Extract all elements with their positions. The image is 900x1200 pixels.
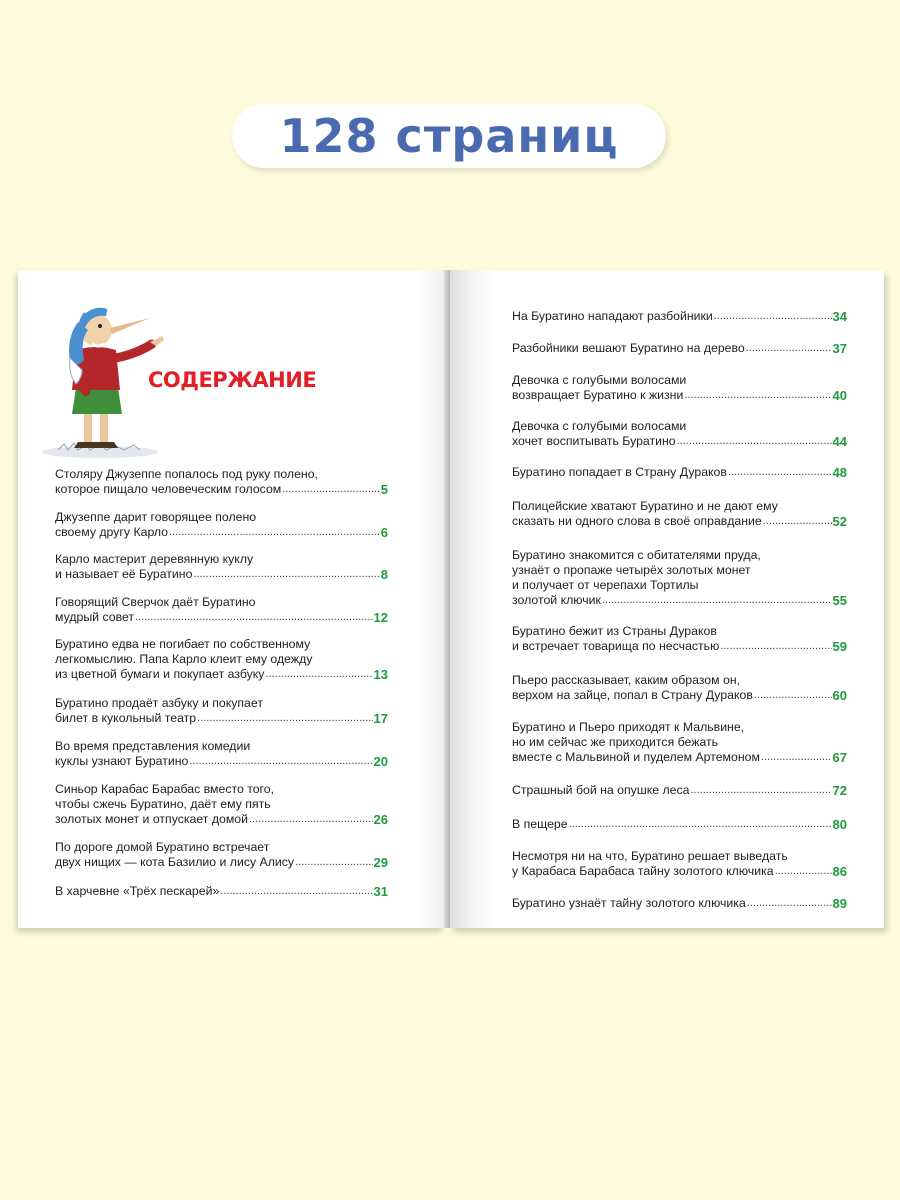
toc-entry-last-line bbox=[55, 711, 388, 726]
toc-page-number: 26 bbox=[373, 812, 388, 827]
toc-dot-leader bbox=[169, 525, 380, 540]
toc-dot-leader bbox=[569, 817, 832, 832]
toc-entry bbox=[512, 341, 847, 356]
toc-entry-line: Несмотря ни на что, Буратино решает выведать bbox=[512, 849, 788, 863]
toc-entry-text: Буратино попадает в Страну Дураков bbox=[512, 465, 727, 479]
toc-entry-text: из цветной бумаги и покупает азбуку bbox=[55, 667, 265, 681]
toc-page-number: 37 bbox=[832, 341, 847, 356]
toc-entry bbox=[55, 840, 388, 870]
toc-entry bbox=[512, 673, 847, 703]
toc-entry bbox=[512, 849, 847, 879]
toc-entry-last-line bbox=[512, 309, 847, 324]
toc-dot-leader bbox=[690, 783, 831, 798]
toc-dot-leader bbox=[295, 855, 372, 870]
toc-entry-last-line bbox=[55, 812, 388, 827]
toc-entry-line: Буратино едва не погибает по собственному bbox=[55, 637, 311, 651]
toc-page-number: 6 bbox=[380, 525, 388, 540]
toc-entry bbox=[512, 624, 847, 654]
toc-entry-line: Пьеро рассказывает, каким образом он, bbox=[512, 673, 741, 687]
toc-entry-last-line bbox=[55, 855, 388, 870]
toc-dot-leader bbox=[754, 688, 832, 703]
toc-entry-line: узнаёт о пропаже четырёх золотых монет bbox=[512, 563, 751, 577]
toc-page-number: 48 bbox=[832, 465, 847, 480]
toc-entry-text: и называет её Буратино bbox=[55, 567, 193, 581]
toc-entry-text: Страшный бой на опушке леса bbox=[512, 783, 690, 797]
toc-dot-leader bbox=[193, 567, 379, 582]
toc-page-number: 55 bbox=[832, 593, 847, 608]
toc-dot-leader bbox=[747, 896, 832, 911]
toc-entry-text: и встречает товарища по несчастью bbox=[512, 639, 720, 653]
toc-entry-line: Столяру Джузеппе попалось под руку полено, bbox=[55, 467, 318, 481]
toc-page-number: 20 bbox=[373, 754, 388, 769]
toc-entry-text: сказать ни одного слова в своё оправдание bbox=[512, 514, 762, 528]
toc-entry-line: чтобы сжечь Буратино, даёт ему пять bbox=[55, 797, 271, 811]
toc-page-number: 44 bbox=[832, 434, 847, 449]
toc-entry-text: В харчевне «Трёх пескарей» bbox=[55, 884, 220, 898]
toc-page-number: 5 bbox=[380, 482, 388, 497]
pages-count-badge bbox=[232, 104, 666, 168]
toc-entry-line: Во время представления комедии bbox=[55, 739, 251, 753]
toc-dot-leader bbox=[775, 864, 832, 879]
toc-entry-last-line bbox=[512, 514, 847, 529]
toc-entry-last-line bbox=[55, 482, 388, 497]
toc-entry-last-line bbox=[55, 884, 388, 899]
toc-dot-leader bbox=[265, 667, 372, 682]
toc-entry bbox=[512, 499, 847, 529]
toc-page-number: 17 bbox=[373, 711, 388, 726]
toc-entry-last-line bbox=[512, 817, 847, 832]
toc-entry-text: На Буратино нападают разбойники bbox=[512, 309, 713, 323]
toc-entry-last-line bbox=[512, 593, 847, 608]
toc-entry bbox=[55, 510, 388, 540]
toc-entry-text: золотой ключик bbox=[512, 593, 601, 607]
toc-entry-text: вместе с Мальвиной и пуделем Артемоном bbox=[512, 750, 760, 764]
pages-count-label: 128 страниц bbox=[279, 109, 619, 163]
toc-entry-last-line bbox=[512, 434, 847, 449]
toc-page-number: 59 bbox=[832, 639, 847, 654]
toc-list-left bbox=[55, 467, 388, 899]
toc-entry bbox=[55, 782, 388, 827]
toc-entry bbox=[512, 720, 847, 765]
toc-entry-line: Полицейские хватают Буратино и не дают ему bbox=[512, 499, 778, 513]
toc-page-number: 67 bbox=[832, 750, 847, 765]
toc-page-number: 72 bbox=[832, 783, 847, 798]
toc-dot-leader bbox=[135, 610, 372, 625]
toc-entry-last-line bbox=[512, 688, 847, 703]
toc-entry-line: Буратино и Пьеро приходят к Мальвине, bbox=[512, 720, 745, 734]
toc-entry bbox=[512, 548, 847, 608]
toc-entry bbox=[512, 419, 847, 449]
toc-entry-text: у Карабаса Барабаса тайну золотого ключика bbox=[512, 864, 774, 878]
toc-entry-last-line bbox=[512, 864, 847, 879]
toc-entry bbox=[512, 465, 847, 480]
toc-entry-text: В пещере bbox=[512, 817, 568, 831]
toc-page-number: 8 bbox=[380, 567, 388, 582]
toc-dot-leader bbox=[602, 593, 832, 608]
toc-entry-last-line bbox=[55, 610, 388, 625]
toc-entry-text: своему другу Карло bbox=[55, 525, 169, 539]
toc-entry-line: Девочка с голубыми волосами bbox=[512, 373, 687, 387]
toc-entry-last-line bbox=[512, 388, 847, 403]
toc-entry-last-line bbox=[55, 667, 388, 682]
toc-dot-leader bbox=[728, 465, 832, 480]
toc-dot-leader bbox=[677, 434, 832, 449]
toc-entry bbox=[55, 884, 388, 899]
toc-entry bbox=[512, 373, 847, 403]
toc-entry-last-line bbox=[512, 783, 847, 798]
toc-entry-line: Карло мастерит деревянную куклу bbox=[55, 552, 254, 566]
toc-page-number: 40 bbox=[832, 388, 847, 403]
toc-page-number: 13 bbox=[373, 667, 388, 682]
toc-entry-text: мудрый совет bbox=[55, 610, 135, 624]
toc-entry-line: Буратино продаёт азбуку и покупает bbox=[55, 696, 263, 710]
toc-dot-leader bbox=[720, 639, 831, 654]
toc-entry-line: Джузеппе дарит говорящее полено bbox=[55, 510, 257, 524]
toc-entry-line: Девочка с голубыми волосами bbox=[512, 419, 687, 433]
toc-entry bbox=[512, 783, 847, 798]
toc-page-number: 12 bbox=[373, 610, 388, 625]
toc-page-number: 80 bbox=[832, 817, 847, 832]
toc-dot-leader bbox=[746, 341, 832, 356]
toc-entry bbox=[512, 817, 847, 832]
toc-dot-leader bbox=[197, 711, 372, 726]
toc-dot-leader bbox=[220, 884, 372, 899]
toc-page-number: 31 bbox=[373, 884, 388, 899]
toc-dot-leader bbox=[189, 754, 372, 769]
toc-entry-text: возвращает Буратино к жизни bbox=[512, 388, 684, 402]
toc-entry-text: куклы узнают Буратино bbox=[55, 754, 189, 768]
toc-entry-last-line bbox=[55, 754, 388, 769]
toc-entry bbox=[55, 552, 388, 582]
toc-dot-leader bbox=[282, 482, 380, 497]
toc-dot-leader bbox=[761, 750, 832, 765]
toc-list-right bbox=[512, 309, 847, 911]
toc-page-number: 52 bbox=[832, 514, 847, 529]
toc-entry-text: Буратино узнаёт тайну золотого ключика bbox=[512, 896, 746, 910]
toc-entry bbox=[512, 309, 847, 324]
toc-entry-text: верхом на зайце, попал в Страну Дураков bbox=[512, 688, 753, 702]
toc-entry bbox=[55, 595, 388, 625]
toc-entry bbox=[55, 467, 388, 497]
toc-page-number: 86 bbox=[832, 864, 847, 879]
toc-entry-text: хочет воспитывать Буратино bbox=[512, 434, 676, 448]
toc-page-number: 34 bbox=[832, 309, 847, 324]
toc-entry-last-line bbox=[55, 525, 388, 540]
toc-page-number: 60 bbox=[832, 688, 847, 703]
toc-entry bbox=[55, 696, 388, 726]
toc-entry-text: двух нищих — кота Базилио и лису Алису bbox=[55, 855, 295, 869]
toc-entry-last-line bbox=[512, 896, 847, 911]
toc-entry-line: и получает от черепахи Тортилы bbox=[512, 578, 699, 592]
toc-entry bbox=[55, 637, 388, 682]
toc-dot-leader bbox=[684, 388, 831, 403]
toc-entry-line: легкомыслию. Папа Карло клеит ему одежду bbox=[55, 652, 313, 666]
toc-dot-leader bbox=[249, 812, 373, 827]
toc-dot-leader bbox=[714, 309, 832, 324]
toc-entry-last-line bbox=[512, 465, 847, 480]
toc-entry-last-line bbox=[512, 750, 847, 765]
toc-entry-text: золотых монет и отпускает домой bbox=[55, 812, 248, 826]
toc-entry-line: но им сейчас же приходится бежать bbox=[512, 735, 719, 749]
toc-entry-text: билет в кукольный театр bbox=[55, 711, 197, 725]
toc-entry bbox=[55, 739, 388, 769]
toc-entry-text: Разбойники вешают Буратино на дерево bbox=[512, 341, 745, 355]
toc-entry-line: Буратино знакомится с обитателями пруда, bbox=[512, 548, 761, 562]
toc-entry bbox=[512, 896, 847, 911]
toc-page-number: 89 bbox=[832, 896, 847, 911]
toc-entry-line: Говорящий Сверчок даёт Буратино bbox=[55, 595, 256, 609]
toc-dot-leader bbox=[763, 514, 832, 529]
toc-heading: СОДЕРЖАНИЕ bbox=[148, 368, 317, 392]
toc-entry-last-line bbox=[55, 567, 388, 582]
toc-entry-text: которое пищало человеческим голосом bbox=[55, 482, 282, 496]
toc-entry-line: Буратино бежит из Страны Дураков bbox=[512, 624, 717, 638]
toc-entry-line: Синьор Карабас Барабас вместо того, bbox=[55, 782, 275, 796]
toc-entry-line: По дороге домой Буратино встречает bbox=[55, 840, 270, 854]
toc-page-number: 29 bbox=[373, 855, 388, 870]
toc-entry-last-line bbox=[512, 341, 847, 356]
toc-entry-last-line bbox=[512, 639, 847, 654]
